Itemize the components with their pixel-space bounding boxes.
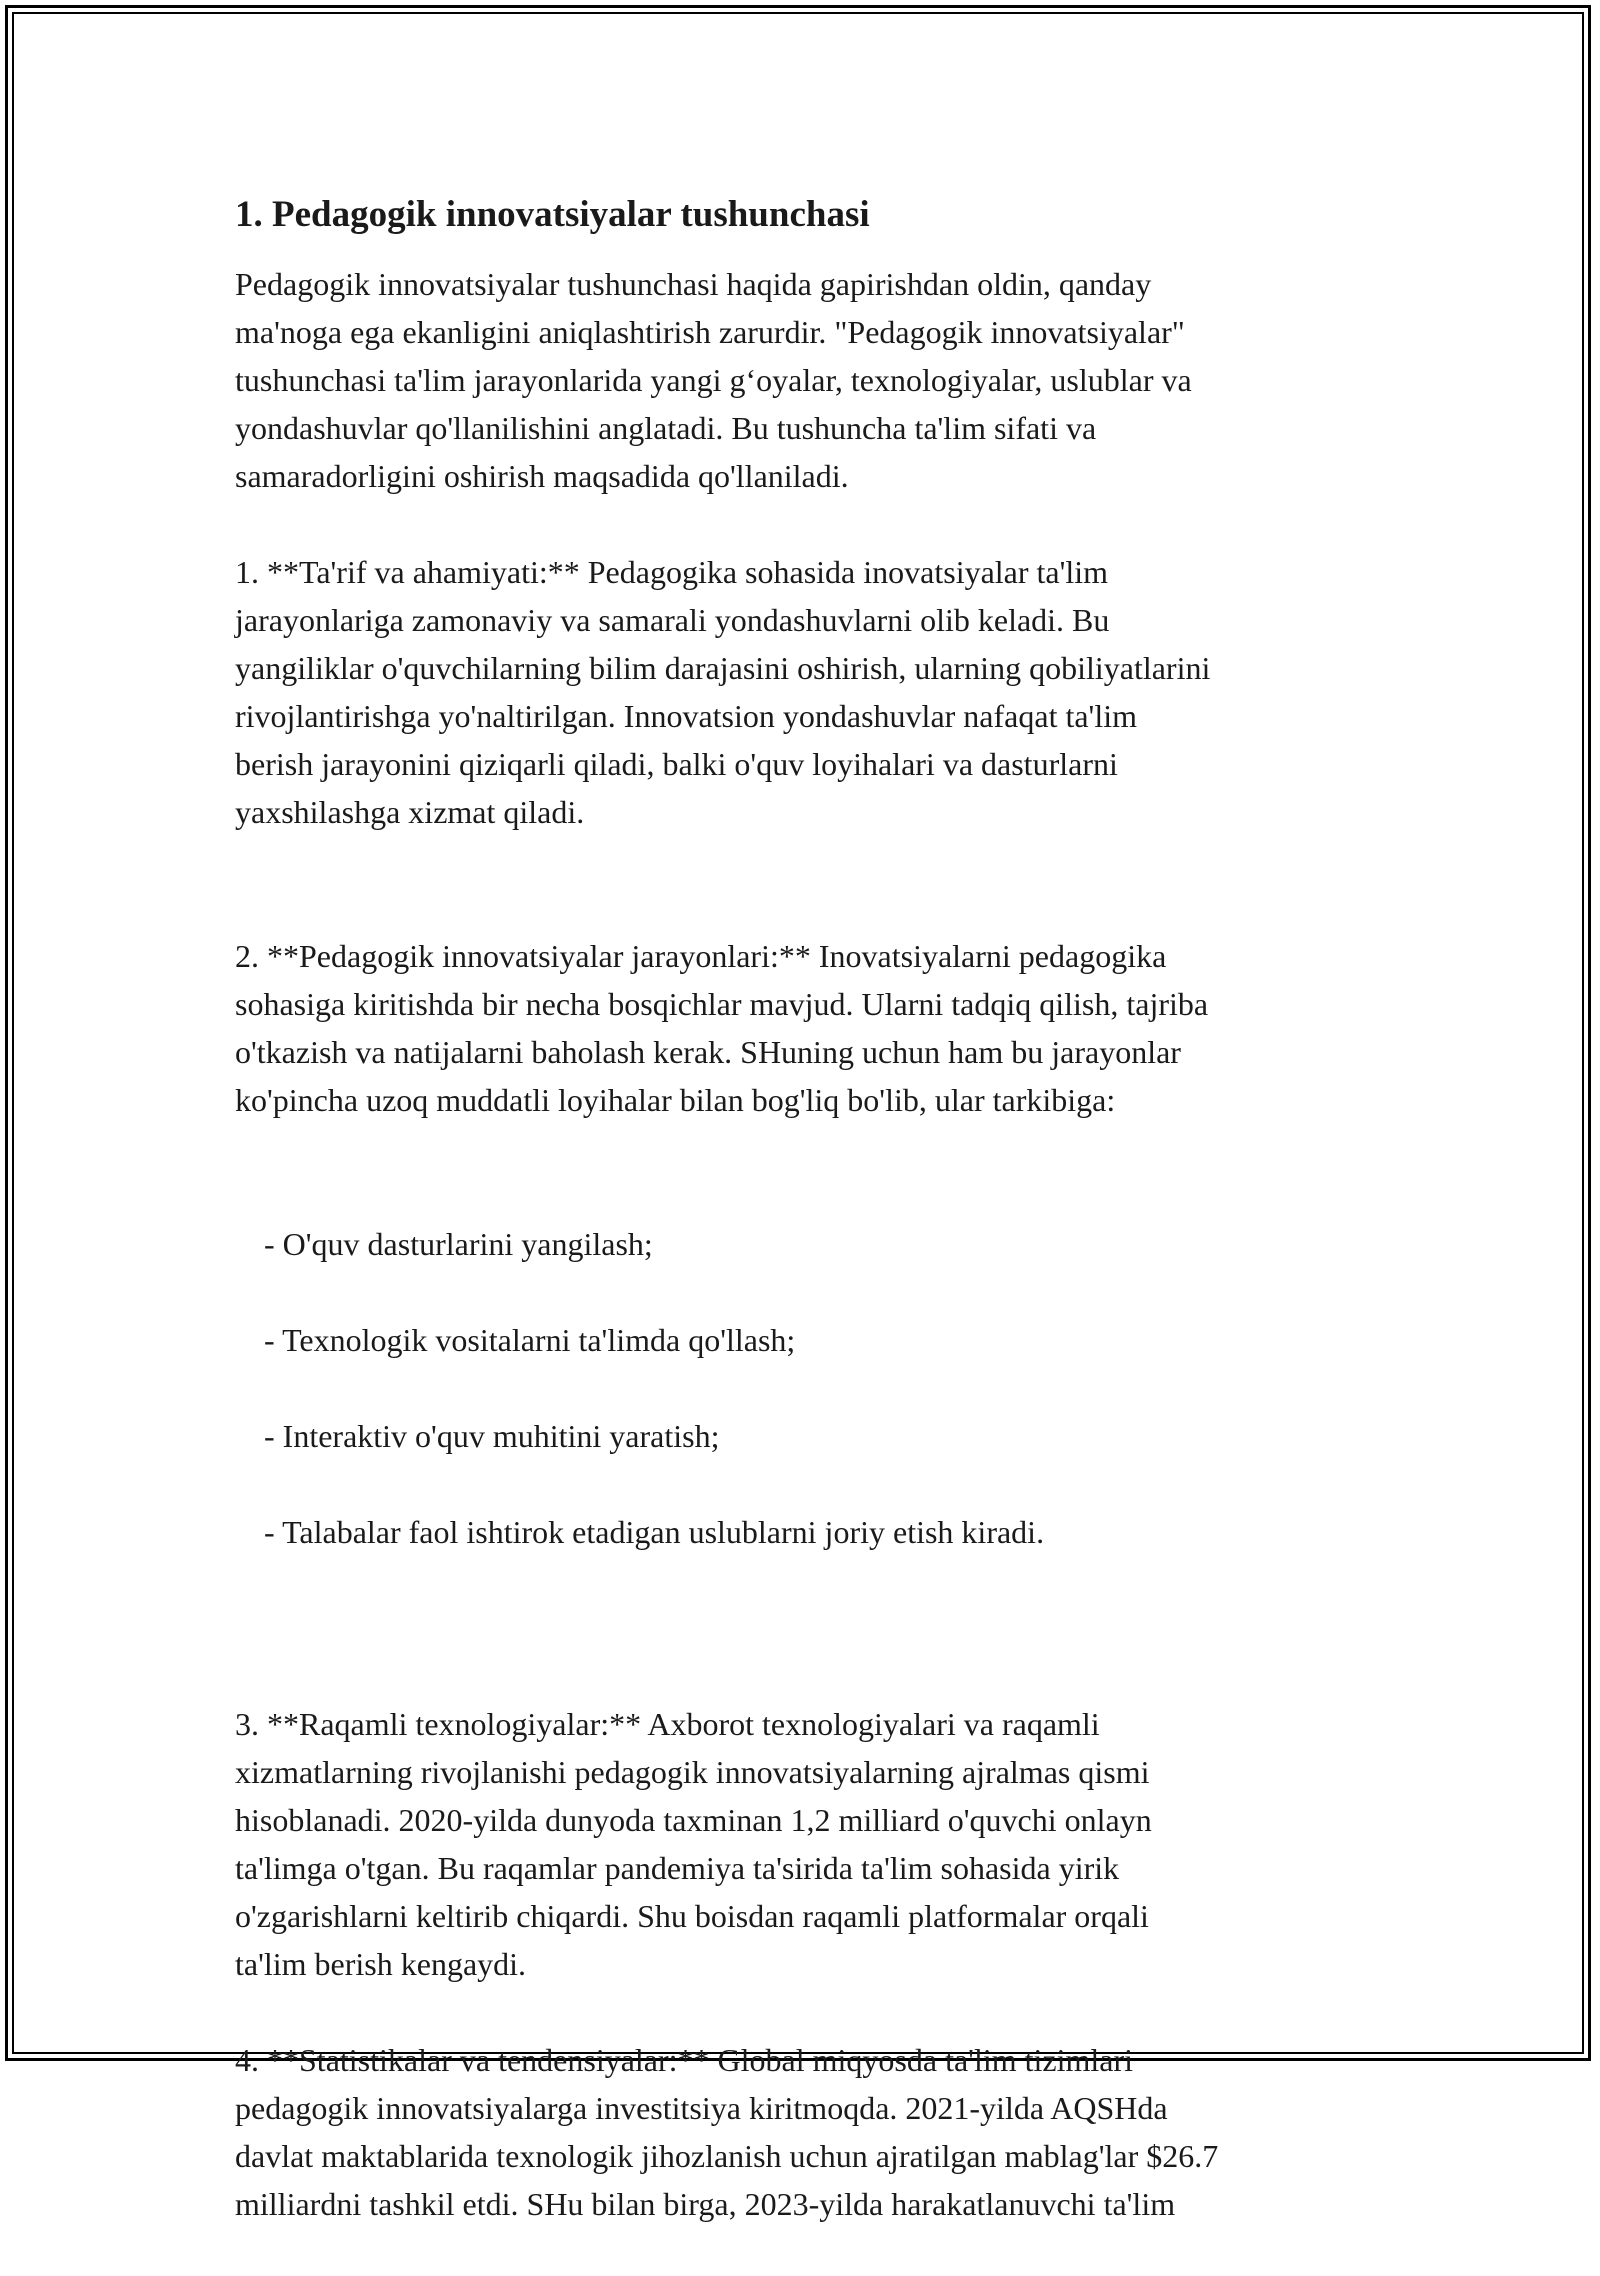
bullet-item: - Talabalar faol ishtirok etadigan uslublarni joriy etish kiradi.: [264, 1514, 1045, 1550]
bullet-item: - Texnologik vositalarni ta'limda qo'llash;: [264, 1322, 796, 1358]
section-digital-technologies: 3. **Raqamli texnologiyalar:** Axborot texnologiyalari va raqamli xizmatlarning rivojlanishi pedagogik innovatsiyalarning ajralmas qismi hisoblanadi. 2020-yilda dunyoda taxminan 1,2 milliard o'quvchi onlayn ta'limga o'tgan. Bu raqamlar pandemiya ta'sirida ta'lim sohasida yirik o'zgarishlarni keltirib chiqardi. Shu boisdan raqamli platformalar orqali ta'lim berish kengaydi.: [235, 1706, 1152, 1982]
document-content: [235, 188, 1385, 2276]
bullet-item: - Interaktiv o'quv muhitini yaratish;: [264, 1418, 720, 1454]
intro-paragraph: Pedagogik innovatsiyalar tushunchasi haqida gapirishdan oldin, qanday ma'noga ega ekanligini aniqlashtirish zarurdir. "Pedagogik innovatsiyalar" tushunchasi ta'lim jarayonlarida yangi g‘oyalar, texnologiyalar, uslublar va yondashuvlar qo'llanilishini anglatadi. Bu tushuncha ta'lim sifati va samaradorligini oshirish maqsadida qo'llaniladi.: [235, 266, 1192, 494]
section-innovation-processes-text: 2. **Pedagogik innovatsiyalar jarayonlari:** Inovatsiyalarni pedagogika sohasiga kiritishda bir necha bosqichlar mavjud. Ularni tadqiq qilish, tajriba o'tkazish va natijalarni baholash kerak. SHuning uchun ham bu jarayonlar ko'pincha uzoq muddatli loyihalar bilan bog'liq bo'lib, ular tarkibiga:: [235, 938, 1209, 1118]
section-statistics-trends: 4. **Statistikalar va tendensiyalar:** Global miqyosda ta'lim tizimlari pedagogik innovatsiyalarga investitsiya kiritmoqda. 2021-yilda AQSHda davlat maktablarida texnologik jihozlanish uchun ajratilgan mablag'lar $26.7 milliardni tashkil etdi. SHu bilan birga, 2023-yilda harakatlanuvchi ta'lim: [235, 2042, 1219, 2222]
section-innovation-processes: [235, 884, 1385, 1652]
section-definition: 1. **Ta'rif va ahamiyati:** Pedagogika sohasida inovatsiyalar ta'lim jarayonlariga zamonaviy va samarali yondashuvlarni olib keladi. Bu yangiliklar o'quvchilarning bilim darajasini oshirish, ularning qobiliyatlarini rivojlantirishga yo'naltirilgan. Innovatsion yondashuvlar nafaqat ta'lim berish jarayonini qiziqarli qiladi, balki o'quv loyihalari va dasturlarni yaxshilashga xizmat qiladi.: [235, 554, 1211, 830]
bullet-item: - O'quv dasturlarini yangilash;: [264, 1226, 653, 1262]
bullet-list: [235, 1172, 1385, 1604]
document-title: 1. Pedagogik innovatsiyalar tushunchasi: [235, 194, 870, 235]
